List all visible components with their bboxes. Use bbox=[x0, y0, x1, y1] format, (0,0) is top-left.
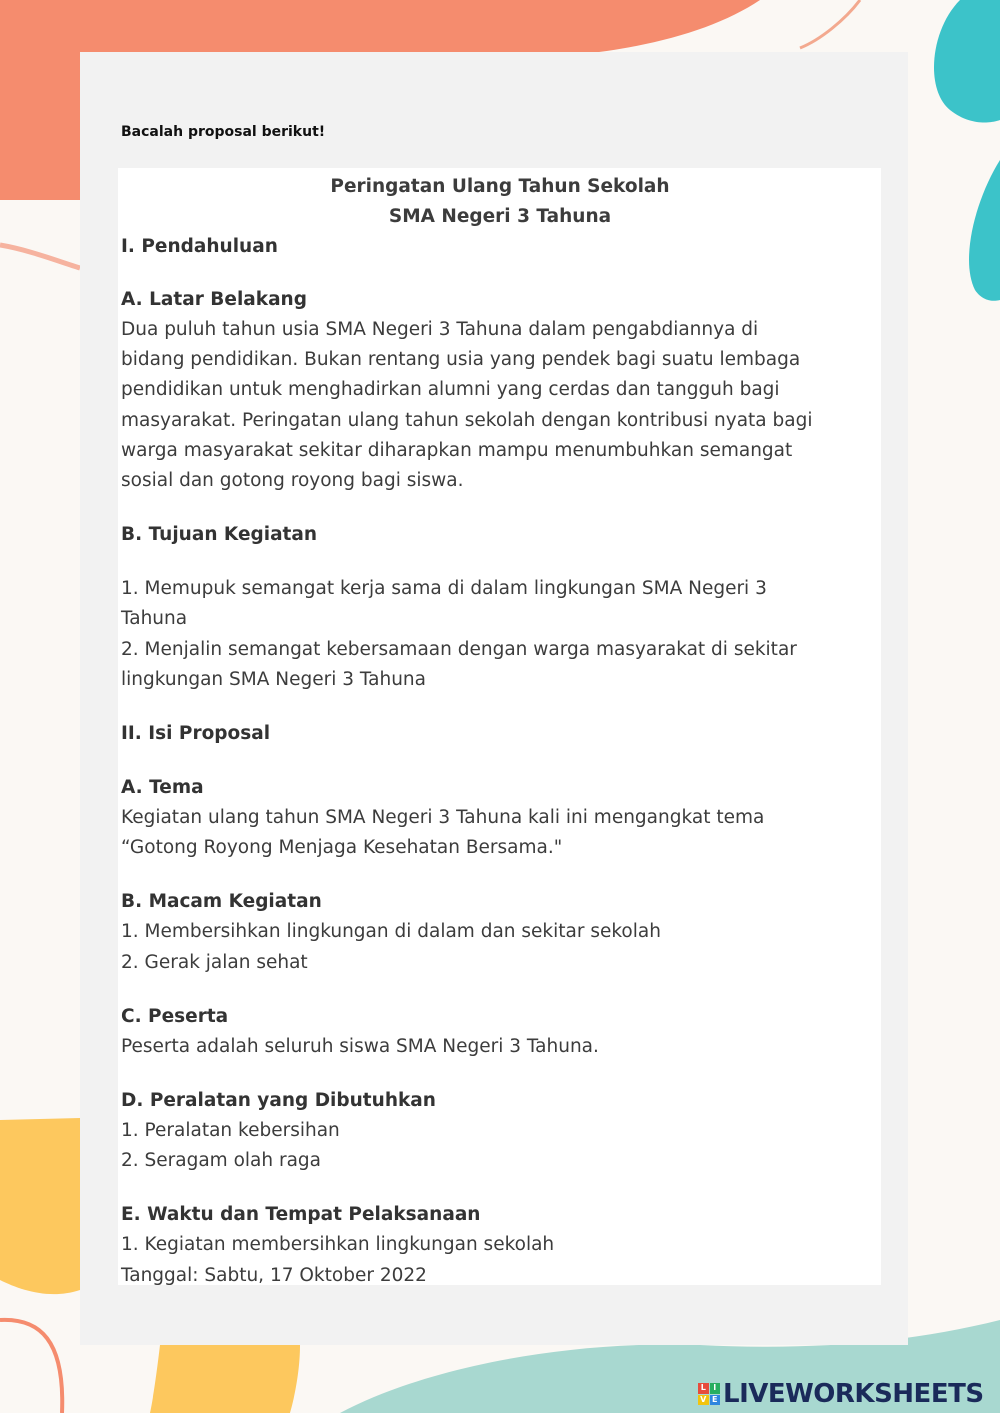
logo-letter: I bbox=[710, 1383, 721, 1394]
coral-line-left bbox=[0, 1320, 62, 1413]
list-item: 1. Membersihkan lingkungan di dalam dan sekitar sekolah bbox=[121, 921, 661, 943]
logo-letter: E bbox=[710, 1395, 721, 1406]
list-item: 1. Kegiatan membersihkan lingkungan sekolah bbox=[121, 1234, 555, 1256]
paragraph-line: bidang pendidikan. Bukan rentang usia yang pendek bagi suatu lembaga bbox=[121, 349, 801, 371]
worksheet-panel bbox=[80, 52, 908, 1345]
section-heading: II. Isi Proposal bbox=[121, 723, 271, 745]
subsection-heading: E. Waktu dan Tempat Pelaksanaan bbox=[121, 1204, 481, 1226]
list-item: 2. Gerak jalan sehat bbox=[121, 951, 308, 973]
paragraph-line: Peserta adalah seluruh siswa SMA Negeri 3 Tahuna. bbox=[121, 1035, 599, 1057]
subsection-heading: C. Peserta bbox=[121, 1005, 229, 1027]
list-item: 2. Menjalin semangat kebersamaan dengan warga masyarakat di sekitar bbox=[121, 638, 797, 660]
list-item: 1. Peralatan kebersihan bbox=[121, 1120, 340, 1142]
yellow-blob-left bbox=[0, 1118, 80, 1294]
paragraph-line: “Gotong Royong Menjaga Kesehatan Bersama." bbox=[121, 837, 563, 859]
coral-curve-line bbox=[0, 245, 80, 268]
list-item: 1. Memupuk semangat kerja sama di dalam lingkungan SMA Negeri 3 bbox=[121, 578, 767, 600]
subsection-heading: D. Peralatan yang Dibutuhkan bbox=[121, 1090, 436, 1112]
logo-letter: L bbox=[698, 1383, 709, 1394]
paragraph-line: Kegiatan ulang tahun SMA Negeri 3 Tahuna kali ini mengangkat tema bbox=[121, 807, 765, 829]
subsection-heading: B. Tujuan Kegiatan bbox=[121, 524, 318, 546]
paragraph-line: sosial dan gotong royong bagi siswa. bbox=[121, 470, 464, 492]
list-item: Tahuna bbox=[121, 608, 188, 630]
proposal-title: Peringatan Ulang Tahun Sekolah bbox=[330, 176, 670, 197]
paragraph-line: pendidikan untuk menghadirkan alumni yang cerdas dan tangguh bagi bbox=[121, 379, 780, 401]
paragraph-line: Dua puluh tahun usia SMA Negeri 3 Tahuna dalam pengabdiannya di bbox=[121, 319, 759, 340]
list-item: lingkungan SMA Negeri 3 Tahuna bbox=[121, 668, 426, 690]
paragraph-line: warga masyarakat sekitar diharapkan mampu menumbuhkan semangat bbox=[121, 439, 793, 461]
subsection-heading: A. Latar Belakang bbox=[121, 289, 307, 310]
watermark-text: LIVEWORKSHEETS bbox=[723, 1379, 984, 1409]
list-item: 2. Seragam olah raga bbox=[121, 1150, 322, 1172]
paragraph-line: masyarakat. Peringatan ulang tahun sekolah dengan kontribusi nyata bagi bbox=[121, 409, 813, 431]
liveworksheets-logo-icon bbox=[698, 1383, 720, 1405]
coral-top-line bbox=[800, 0, 860, 48]
section-heading: I. Pendahuluan bbox=[121, 236, 278, 257]
proposal-subtitle: SMA Negeri 3 Tahuna bbox=[388, 206, 612, 227]
proposal-document bbox=[118, 168, 881, 1285]
liveworksheets-watermark[interactable] bbox=[698, 1378, 984, 1410]
logo-letter: V bbox=[698, 1395, 709, 1406]
teal-blob-top bbox=[934, 0, 1000, 123]
teal-blob-side bbox=[969, 160, 1000, 301]
subsection-heading: B. Macam Kegiatan bbox=[121, 891, 322, 913]
instruction-text: Bacalah proposal berikut! bbox=[121, 124, 326, 140]
subsection-heading: A. Tema bbox=[121, 777, 204, 799]
yellow-blob-bottom bbox=[150, 1345, 300, 1413]
paragraph-line: Tanggal: Sabtu, 17 Oktober 2022 bbox=[121, 1264, 427, 1286]
